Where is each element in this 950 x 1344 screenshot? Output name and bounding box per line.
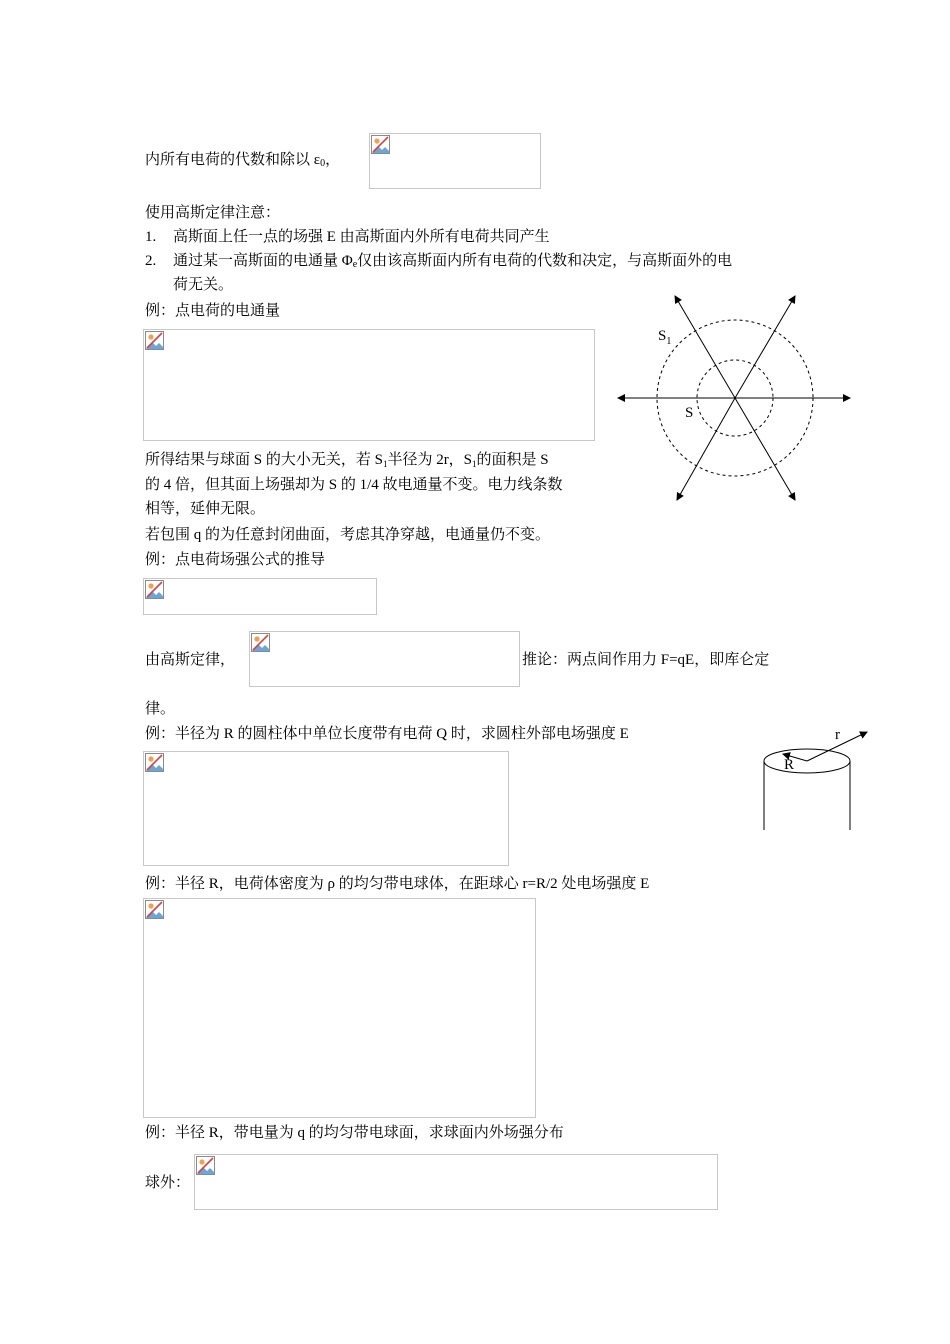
broken-image-icon: [145, 753, 165, 773]
gaussian-sphere-diagram: [610, 290, 860, 505]
label-R: R: [784, 757, 795, 773]
field-line: [735, 296, 795, 398]
result-line-2: 的 4 倍，但其面上场强却为 S 的 1/4 故电通量不变。电力线条数: [145, 477, 563, 493]
field-line: [735, 398, 795, 500]
broken-image-icon: [145, 331, 165, 351]
formula-image-1: [369, 133, 541, 189]
note-2-number: 2.: [145, 253, 157, 269]
note-1-text: 高斯面上任一点的场强 E 由高斯面内外所有电荷共同产生: [173, 229, 550, 245]
formula-image-4: [249, 631, 520, 687]
field-line: [675, 296, 735, 398]
broken-image-icon: [371, 135, 391, 155]
corollary-continuation: 律。: [145, 701, 176, 717]
example-2-heading: 例：点电荷场强公式的推导: [145, 552, 326, 568]
gauss-law-lead: 由高斯定律，: [145, 652, 236, 668]
corollary-text: 推论：两点间作用力 F=qE，即库仑定: [522, 652, 770, 668]
example-5-heading: 例：半径 R，带电量为 q 的均匀带电球面，求球面内外场强分布: [145, 1125, 564, 1141]
formula-image-7: [194, 1154, 718, 1210]
notes-title: 使用高斯定律注意：: [145, 205, 281, 221]
note-2-text: 通过某一高斯面的电通量 $\Phi_e$仅由该高斯面内所有电荷的代数和决定，与高斯面外的电: [173, 253, 733, 270]
formula-image-2: [143, 329, 595, 441]
broken-image-icon: [145, 900, 165, 920]
formula-image-3: [143, 578, 377, 615]
formula-image-6: [143, 898, 536, 1118]
label-s: S: [685, 405, 694, 421]
outside-label: 球外：: [145, 1175, 191, 1191]
cylinder-diagram: [755, 722, 875, 834]
formula-intro-line: 内所有电荷的代数和除以 $\varepsilon_0$，: [145, 152, 341, 169]
note-1-number: 1.: [145, 229, 157, 245]
example-1-heading: 例：点电荷的电通量: [145, 303, 281, 319]
formula-image-5: [143, 751, 509, 866]
broken-image-icon: [145, 580, 165, 600]
result-line-1: 所得结果与球面 S 的大小无关，若 $S_1$半径为 2r，$S_1$的面积是 S: [145, 452, 549, 469]
broken-image-icon: [196, 1156, 216, 1176]
label-s1: $S_1$: [658, 328, 672, 347]
result-line-3: 相等，延伸无限。: [145, 501, 266, 517]
example-4-heading: 例：半径 R，电荷体密度为 ρ 的均匀带电球体，在距球心 r=R/2 处电场强度 E: [145, 876, 650, 892]
example-3-heading: 例：半径为 R 的圆柱体中单位长度带有电荷 Q 时，求圆柱外部电场强度 E: [145, 726, 629, 742]
broken-image-icon: [251, 633, 271, 653]
closed-surface-note: 若包围 q 的为任意封闭曲面，考虑其净穿越，电通量仍不变。: [145, 527, 551, 543]
label-r: r: [835, 727, 840, 743]
note-2-continuation: 荷无关。: [173, 277, 234, 293]
